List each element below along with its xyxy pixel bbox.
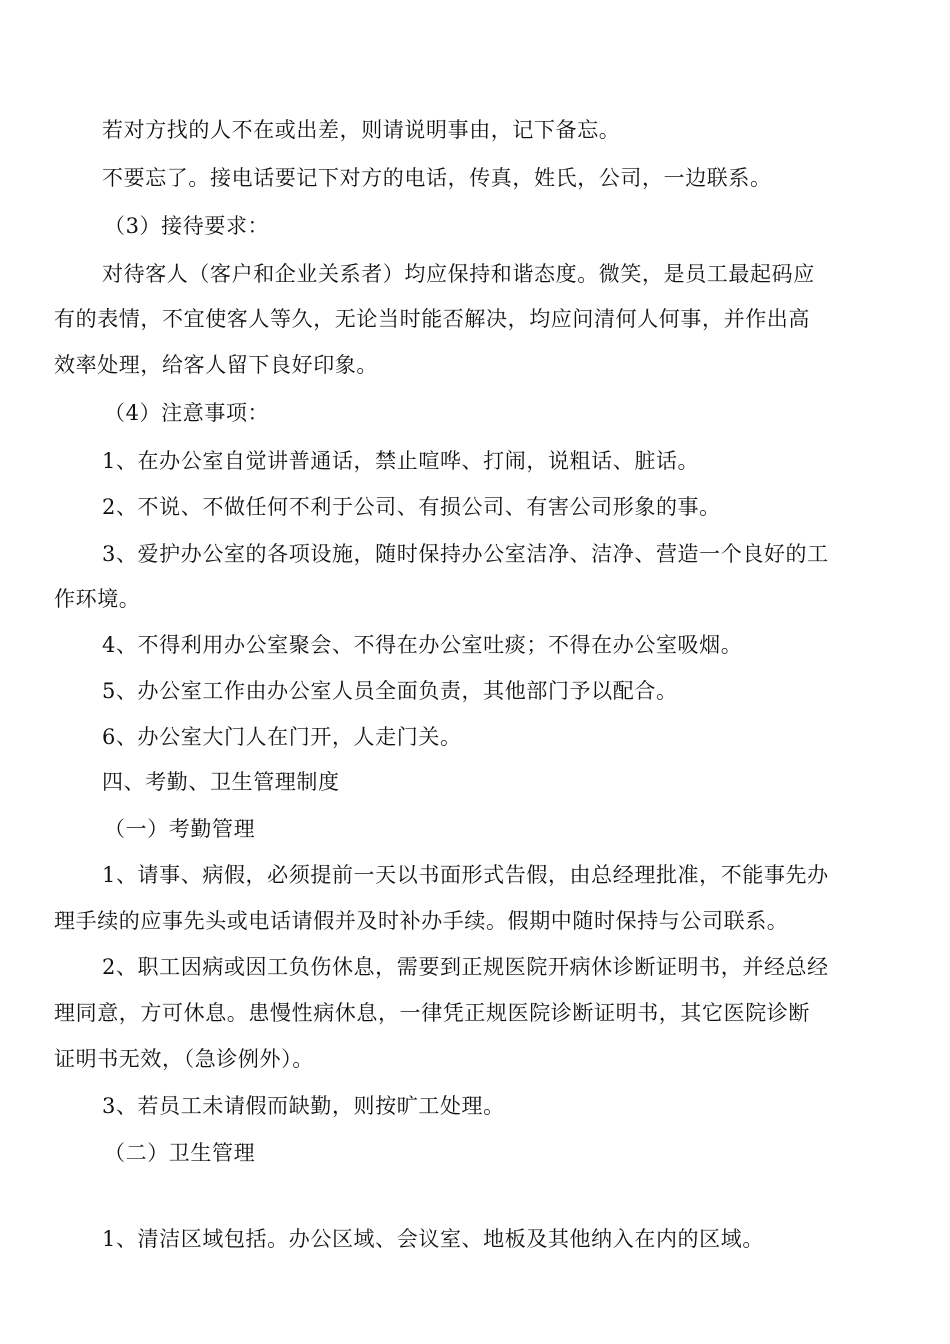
paragraph-absent-person: 若对方找的人不在或出差，则请说明事由，记下备忘。 xyxy=(102,118,621,142)
list-item-6: 6、办公室大门人在门开，人走门关。 xyxy=(102,725,462,749)
heading-reception-requirements: （3）接待要求： xyxy=(104,214,270,238)
paragraph-reception-line-2: 有的表情，不宜使客人等久，无论当时能否解决，均应问清何人何事，并作出高 xyxy=(54,307,810,331)
list-item-2: 2、不说、不做任何不利于公司、有损公司、有害公司形象的事。 xyxy=(102,495,721,519)
list-item-4: 4、不得利用办公室聚会、不得在办公室吐痰；不得在办公室吸烟。 xyxy=(102,633,743,657)
list-item-3-line-2: 作环境。 xyxy=(54,587,141,611)
attendance-item-2-line-2: 理同意，方可休息。患慢性病休息，一律凭正规医院诊断证明书，其它医院诊断 xyxy=(54,1001,810,1025)
paragraph-reception-line-1: 对待客人（客户和企业关系者）均应保持和谐态度。微笑，是员工最起码应 xyxy=(102,262,815,286)
list-item-5: 5、办公室工作由办公室人员全面负责，其他部门予以配合。 xyxy=(102,679,678,703)
attendance-item-3: 3、若员工未请假而缺勤，则按旷工处理。 xyxy=(102,1094,505,1118)
hygiene-item-1: 1、清洁区域包括。办公区域、会议室、地板及其他纳入在内的区域。 xyxy=(102,1227,764,1251)
attendance-item-1-line-1: 1、请事、病假，必须提前一天以书面形式告假，由总经理批准，不能事先办 xyxy=(102,863,829,887)
attendance-item-2-line-1: 2、职工因病或因工负伤休息，需要到正规医院开病休诊断证明书，并经总经 xyxy=(102,955,829,979)
attendance-item-1-line-2: 理手续的应事先头或电话请假并及时补办手续。假期中随时保持与公司联系。 xyxy=(54,909,789,933)
paragraph-remember-details: 不要忘了。接电话要记下对方的电话，传真，姓氏，公司，一边联系。 xyxy=(102,166,772,190)
paragraph-reception-line-3: 效率处理，给客人留下良好印象。 xyxy=(54,353,378,377)
attendance-item-2-line-3: 证明书无效，（急诊例外）。 xyxy=(54,1047,314,1071)
heading-notes: （4）注意事项： xyxy=(104,401,270,425)
section-heading-attendance-hygiene: 四、考勤、卫生管理制度 xyxy=(102,770,340,794)
subheading-attendance: （一）考勤管理 xyxy=(104,817,256,841)
list-item-3-line-1: 3、爱护办公室的各项设施，随时保持办公室洁净、洁净、营造一个良好的工 xyxy=(102,542,829,566)
subheading-hygiene: （二）卫生管理 xyxy=(104,1141,256,1165)
list-item-1: 1、在办公室自觉讲普通话，禁止喧哗、打闹，说粗话、脏话。 xyxy=(102,449,700,473)
